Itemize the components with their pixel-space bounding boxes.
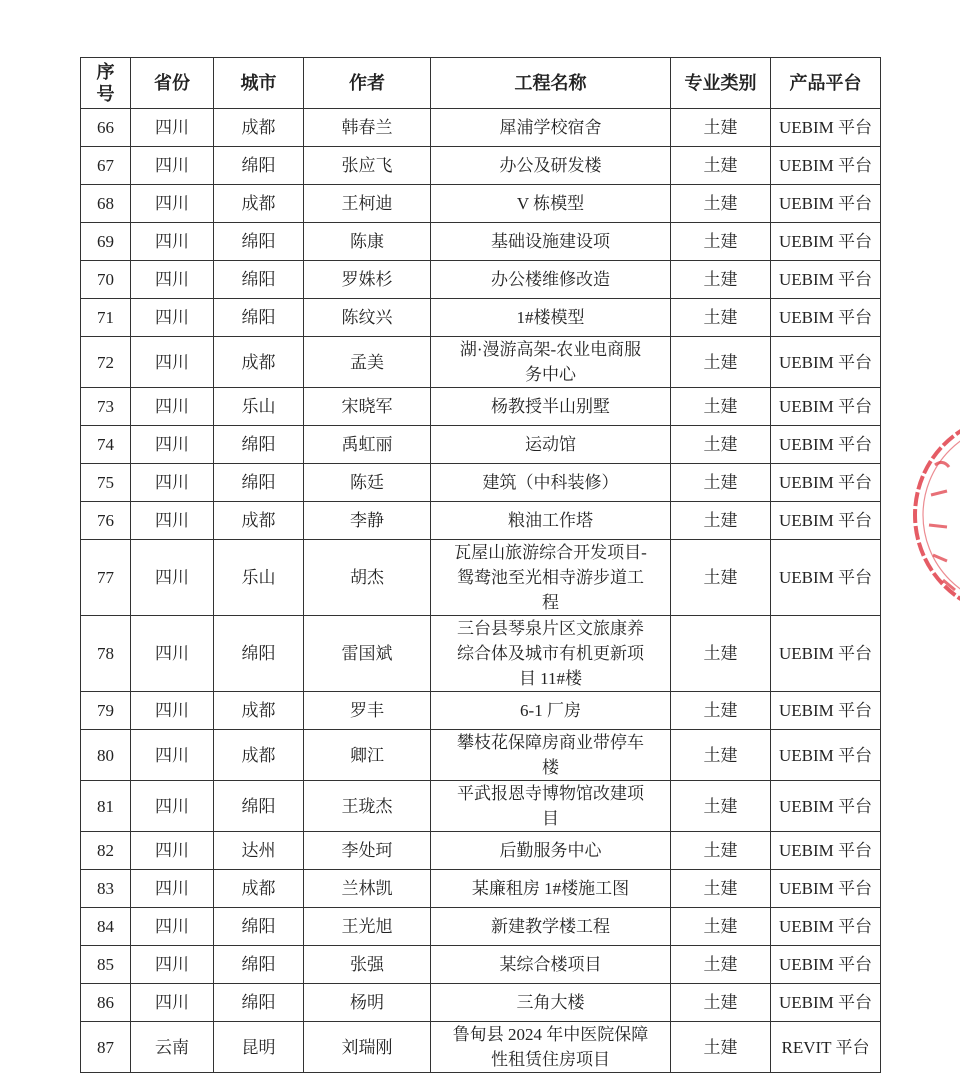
cell-serial-number: 70 — [81, 261, 131, 299]
cell-serial-number: 81 — [81, 781, 131, 832]
cell-province: 四川 — [131, 540, 214, 616]
cell-province: 四川 — [131, 261, 214, 299]
cell-city: 成都 — [214, 730, 304, 781]
table-row — [81, 692, 881, 730]
cell-author: 韩春兰 — [304, 109, 431, 147]
cell-author: 李静 — [304, 502, 431, 540]
table-row — [81, 109, 881, 147]
cell-author: 孟美 — [304, 337, 431, 388]
cell-platform: UEBIM 平台 — [771, 337, 881, 388]
cell-project-name: 鲁甸县 2024 年中医院保障 性租赁住房项目 — [431, 1022, 671, 1073]
cell-author: 刘瑞刚 — [304, 1022, 431, 1073]
cell-project-name: 建筑（中科装修） — [431, 464, 671, 502]
cell-city: 成都 — [214, 109, 304, 147]
cell-platform: UEBIM 平台 — [771, 540, 881, 616]
cell-province: 四川 — [131, 185, 214, 223]
cell-category: 土建 — [671, 109, 771, 147]
cell-platform: UEBIM 平台 — [771, 781, 881, 832]
cell-platform: UEBIM 平台 — [771, 299, 881, 337]
table-row — [81, 908, 881, 946]
cell-project-name: 三台县琴泉片区文旅康养 综合体及城市有机更新项 目 11#楼 — [431, 616, 671, 692]
cell-project-name: 瓦屋山旅游综合开发项目- 鸳鸯池至光相寺游步道工 程 — [431, 540, 671, 616]
cell-author: 禹虹丽 — [304, 426, 431, 464]
cell-author: 宋晓军 — [304, 388, 431, 426]
cell-author: 张应飞 — [304, 147, 431, 185]
cell-serial-number: 87 — [81, 1022, 131, 1073]
cell-city: 乐山 — [214, 540, 304, 616]
cell-province: 四川 — [131, 223, 214, 261]
cell-category: 土建 — [671, 730, 771, 781]
cell-project-name: 办公楼维修改造 — [431, 261, 671, 299]
cell-category: 土建 — [671, 464, 771, 502]
header-province: 省份 — [131, 58, 214, 109]
table-header-row — [81, 58, 881, 109]
cell-category: 土建 — [671, 147, 771, 185]
cell-province: 四川 — [131, 946, 214, 984]
cell-author: 王柯迪 — [304, 185, 431, 223]
cell-city: 成都 — [214, 870, 304, 908]
cell-project-name: 某廉租房 1#楼施工图 — [431, 870, 671, 908]
cell-project-name: 基础设施建设项 — [431, 223, 671, 261]
cell-category: 土建 — [671, 870, 771, 908]
cell-serial-number: 85 — [81, 946, 131, 984]
cell-category: 土建 — [671, 692, 771, 730]
cell-project-name: 6-1 厂房 — [431, 692, 671, 730]
cell-category: 土建 — [671, 185, 771, 223]
cell-platform: UEBIM 平台 — [771, 870, 881, 908]
table-row — [81, 299, 881, 337]
cell-project-name: 犀浦学校宿舍 — [431, 109, 671, 147]
header-serial-number: 序 号 — [81, 58, 131, 109]
cell-serial-number: 82 — [81, 832, 131, 870]
cell-city: 绵阳 — [214, 781, 304, 832]
cell-platform: UEBIM 平台 — [771, 832, 881, 870]
cell-platform: UEBIM 平台 — [771, 388, 881, 426]
cell-serial-number: 76 — [81, 502, 131, 540]
cell-category: 土建 — [671, 261, 771, 299]
cell-province: 四川 — [131, 388, 214, 426]
cell-serial-number: 69 — [81, 223, 131, 261]
cell-city: 成都 — [214, 185, 304, 223]
table-row — [81, 223, 881, 261]
cell-category: 土建 — [671, 223, 771, 261]
table-row — [81, 730, 881, 781]
cell-project-name: 平武报恩寺博物馆改建项 目 — [431, 781, 671, 832]
cell-category: 土建 — [671, 337, 771, 388]
cell-author: 罗姝杉 — [304, 261, 431, 299]
cell-city: 绵阳 — [214, 908, 304, 946]
cell-author: 陈廷 — [304, 464, 431, 502]
cell-province: 四川 — [131, 692, 214, 730]
cell-province: 四川 — [131, 147, 214, 185]
cell-project-name: 三角大楼 — [431, 984, 671, 1022]
cell-city: 绵阳 — [214, 984, 304, 1022]
cell-platform: UEBIM 平台 — [771, 502, 881, 540]
cell-province: 四川 — [131, 502, 214, 540]
cell-serial-number: 74 — [81, 426, 131, 464]
cell-platform: UEBIM 平台 — [771, 261, 881, 299]
cell-province: 四川 — [131, 984, 214, 1022]
table-row — [81, 426, 881, 464]
cell-city: 成都 — [214, 502, 304, 540]
cell-city: 绵阳 — [214, 299, 304, 337]
cell-platform: UEBIM 平台 — [771, 946, 881, 984]
cell-author: 杨明 — [304, 984, 431, 1022]
cell-serial-number: 71 — [81, 299, 131, 337]
cell-serial-number: 83 — [81, 870, 131, 908]
table-row — [81, 781, 881, 832]
cell-category: 土建 — [671, 426, 771, 464]
cell-province: 四川 — [131, 730, 214, 781]
cell-platform: UEBIM 平台 — [771, 616, 881, 692]
cell-project-name: 攀枝花保障房商业带停车 楼 — [431, 730, 671, 781]
cell-author: 陈康 — [304, 223, 431, 261]
cell-serial-number: 80 — [81, 730, 131, 781]
cell-province: 四川 — [131, 426, 214, 464]
cell-author: 罗丰 — [304, 692, 431, 730]
cell-author: 卿江 — [304, 730, 431, 781]
cell-platform: UEBIM 平台 — [771, 223, 881, 261]
header-project-name: 工程名称 — [431, 58, 671, 109]
cell-author: 雷国斌 — [304, 616, 431, 692]
table-row — [81, 832, 881, 870]
cell-city: 绵阳 — [214, 464, 304, 502]
cell-city: 绵阳 — [214, 261, 304, 299]
cell-province: 四川 — [131, 299, 214, 337]
cell-category: 土建 — [671, 946, 771, 984]
cell-author: 兰林凯 — [304, 870, 431, 908]
cell-platform: UEBIM 平台 — [771, 464, 881, 502]
award-list-table — [80, 57, 881, 1073]
cell-city: 绵阳 — [214, 616, 304, 692]
table-row — [81, 464, 881, 502]
cell-category: 土建 — [671, 616, 771, 692]
table-row — [81, 946, 881, 984]
cell-project-name: 后勤服务中心 — [431, 832, 671, 870]
cell-province: 四川 — [131, 781, 214, 832]
cell-platform: UEBIM 平台 — [771, 185, 881, 223]
cell-province: 四川 — [131, 337, 214, 388]
cell-category: 土建 — [671, 832, 771, 870]
cell-province: 四川 — [131, 832, 214, 870]
table-row — [81, 540, 881, 616]
cell-city: 绵阳 — [214, 426, 304, 464]
cell-city: 成都 — [214, 692, 304, 730]
cell-city: 绵阳 — [214, 147, 304, 185]
cell-serial-number: 72 — [81, 337, 131, 388]
header-category: 专业类别 — [671, 58, 771, 109]
cell-platform: UEBIM 平台 — [771, 692, 881, 730]
cell-platform: UEBIM 平台 — [771, 426, 881, 464]
cell-project-name: 湖·漫游高架-农业电商服 务中心 — [431, 337, 671, 388]
cell-serial-number: 84 — [81, 908, 131, 946]
cell-project-name: 杨教授半山别墅 — [431, 388, 671, 426]
cell-platform: UEBIM 平台 — [771, 730, 881, 781]
cell-category: 土建 — [671, 908, 771, 946]
cell-platform: UEBIM 平台 — [771, 147, 881, 185]
official-seal-stamp — [905, 405, 960, 625]
cell-category: 土建 — [671, 540, 771, 616]
cell-project-name: 办公及研发楼 — [431, 147, 671, 185]
cell-platform: UEBIM 平台 — [771, 984, 881, 1022]
cell-city: 昆明 — [214, 1022, 304, 1073]
cell-platform: UEBIM 平台 — [771, 109, 881, 147]
table-row — [81, 984, 881, 1022]
cell-city: 绵阳 — [214, 946, 304, 984]
table-row — [81, 337, 881, 388]
table-row — [81, 261, 881, 299]
cell-project-name: 新建教学楼工程 — [431, 908, 671, 946]
cell-serial-number: 67 — [81, 147, 131, 185]
header-author: 作者 — [304, 58, 431, 109]
table-row — [81, 870, 881, 908]
cell-serial-number: 68 — [81, 185, 131, 223]
cell-category: 土建 — [671, 781, 771, 832]
cell-province: 四川 — [131, 616, 214, 692]
cell-serial-number: 77 — [81, 540, 131, 616]
cell-serial-number: 73 — [81, 388, 131, 426]
cell-author: 陈纹兴 — [304, 299, 431, 337]
cell-city: 乐山 — [214, 388, 304, 426]
table-row — [81, 147, 881, 185]
cell-city: 绵阳 — [214, 223, 304, 261]
cell-province: 云南 — [131, 1022, 214, 1073]
cell-project-name: 粮油工作塔 — [431, 502, 671, 540]
cell-category: 土建 — [671, 299, 771, 337]
header-city: 城市 — [214, 58, 304, 109]
cell-project-name: 某综合楼项目 — [431, 946, 671, 984]
cell-city: 成都 — [214, 337, 304, 388]
table-row — [81, 616, 881, 692]
cell-project-name: V 栋模型 — [431, 185, 671, 223]
table-row — [81, 502, 881, 540]
cell-author: 张强 — [304, 946, 431, 984]
cell-province: 四川 — [131, 109, 214, 147]
cell-serial-number: 75 — [81, 464, 131, 502]
cell-province: 四川 — [131, 908, 214, 946]
cell-project-name: 1#楼模型 — [431, 299, 671, 337]
cell-category: 土建 — [671, 984, 771, 1022]
cell-serial-number: 66 — [81, 109, 131, 147]
header-platform: 产品平台 — [771, 58, 881, 109]
cell-platform: REVIT 平台 — [771, 1022, 881, 1073]
cell-platform: UEBIM 平台 — [771, 908, 881, 946]
table-row — [81, 388, 881, 426]
cell-serial-number: 78 — [81, 616, 131, 692]
cell-author: 胡杰 — [304, 540, 431, 616]
cell-category: 土建 — [671, 388, 771, 426]
cell-serial-number: 79 — [81, 692, 131, 730]
cell-project-name: 运动馆 — [431, 426, 671, 464]
cell-serial-number: 86 — [81, 984, 131, 1022]
cell-author: 王珑杰 — [304, 781, 431, 832]
cell-author: 王光旭 — [304, 908, 431, 946]
cell-province: 四川 — [131, 870, 214, 908]
cell-city: 达州 — [214, 832, 304, 870]
cell-author: 李处珂 — [304, 832, 431, 870]
cell-province: 四川 — [131, 464, 214, 502]
table-row — [81, 1022, 881, 1073]
cell-category: 土建 — [671, 502, 771, 540]
table-row — [81, 185, 881, 223]
cell-category: 土建 — [671, 1022, 771, 1073]
